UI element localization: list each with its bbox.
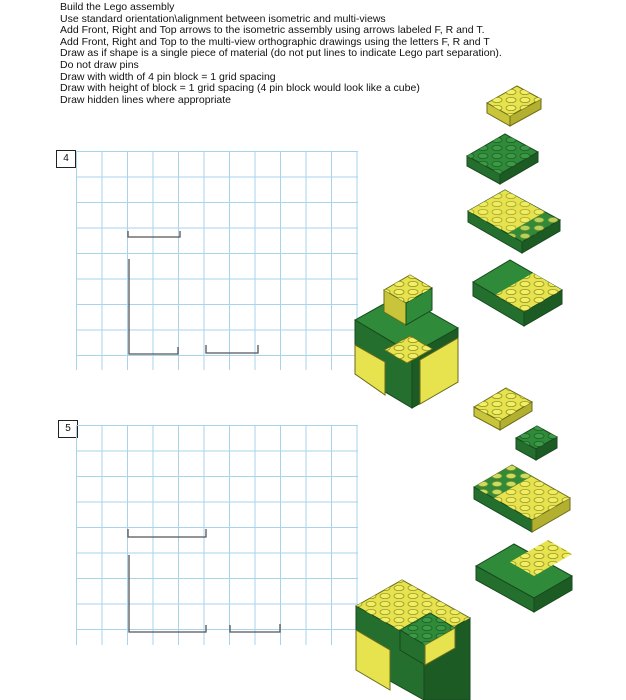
instruction-line: Draw hidden lines where appropriate [60,93,232,106]
lego-brick-green-2x2 [516,426,557,460]
instruction-line: Do not draw pins [60,58,139,71]
lego-brick-green-yellow-l-b [476,540,572,612]
lego-assembly-4 [355,275,458,408]
lego-brick-l-shaped-yellow-green [468,190,560,253]
instruction-line: Add Front, Right and Top arrows to the isometric assembly using arrows labeled F, R and T. [60,24,485,37]
instruction-line: Build the Lego assembly [60,1,175,13]
lego-brick-l-shaped-green-yellow [474,465,570,532]
instruction-line: Draw as if shape is a single piece of material (do not put lines to indicate Lego part separation). [60,47,502,60]
instruction-line: Draw with width of 4 pin block = 1 grid spacing [60,70,276,83]
lego-brick-yellow-2x4-b [474,388,532,430]
instruction-line: Add Front, Right and Top to the multi-view orthographic drawings using the letters F, R and T [60,35,490,48]
instruction-line: Draw with height of block = 1 grid spacing (4 pin block would look like a cube) [60,82,420,95]
lego-assembly-5 [356,580,470,700]
instruction-line: Use standard orientation\alignment between isometric and multi-views [60,12,386,25]
lego-brick-green-yellow-l [473,260,562,326]
exercise-number-5: 5 [58,420,78,438]
exercise-number-4: 4 [56,150,76,168]
lego-brick-green-2x4 [467,134,538,184]
lego-brick-yellow-2x4 [487,86,541,126]
